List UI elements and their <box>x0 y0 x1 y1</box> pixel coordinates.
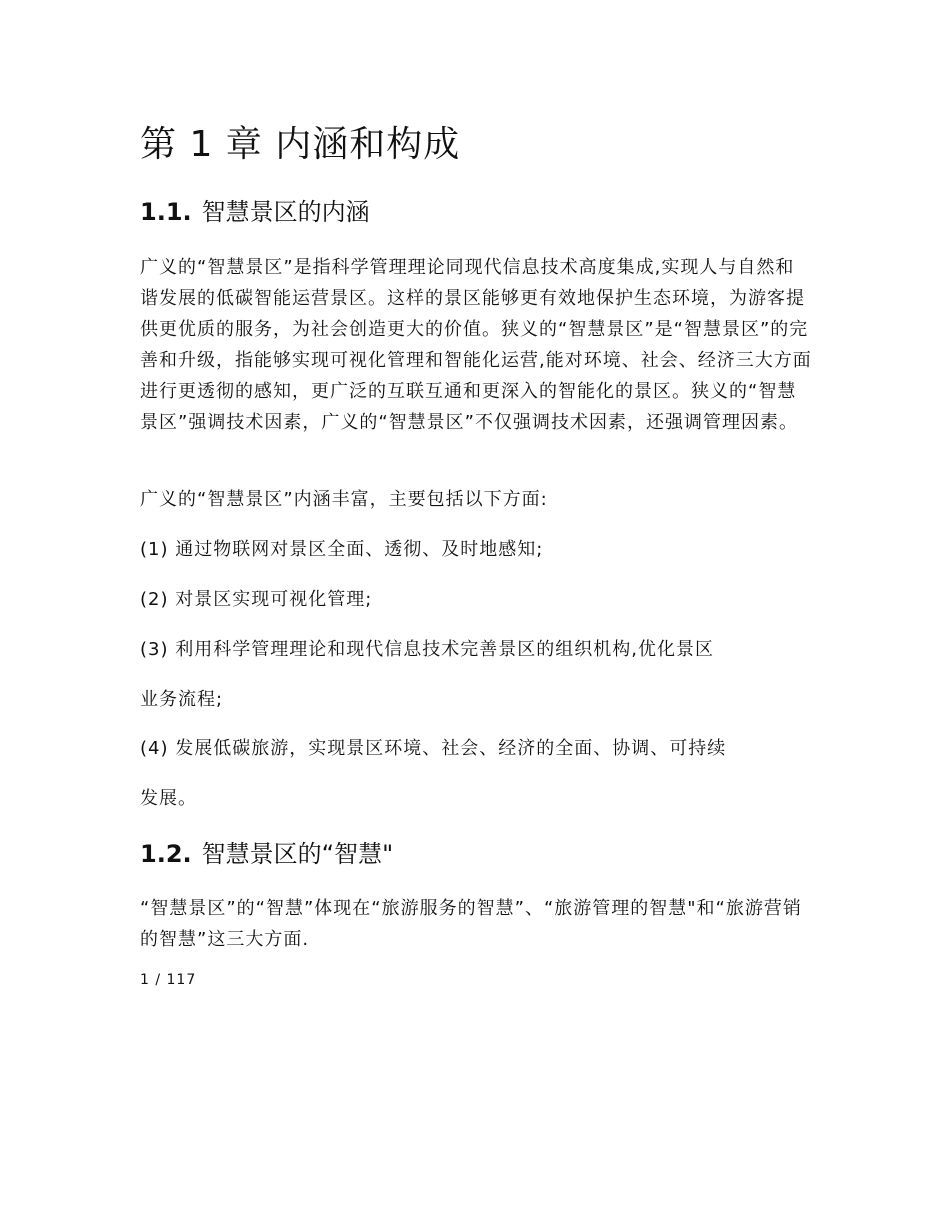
list-item: (2) 对景区实现可视化管理; <box>140 589 373 610</box>
page-number: 1 / 117 <box>140 972 197 988</box>
section-title: 智慧景区的内涵 <box>201 198 370 226</box>
list-item: (1) 通过物联网对景区全面、透彻、及时地感知; <box>140 539 544 560</box>
chapter-title: 第 1 章 内涵和构成 <box>140 124 461 165</box>
section-heading-1-1 <box>140 198 370 227</box>
section-number: 1.2. <box>140 840 192 868</box>
paragraph-intro-list: 广义的“智慧景区”内涵丰富，主要包括以下方面: <box>140 489 548 510</box>
section-number: 1.1. <box>140 198 192 226</box>
paragraph-wisdom: “智慧景区”的“智慧”体现在“旅游服务的智慧”、“旅游管理的智慧"和“旅游营销的智慧”这三大方面. <box>140 898 802 950</box>
list-item-continuation: 发展。 <box>140 788 197 809</box>
section-title: 智慧景区的“智慧" <box>201 840 394 868</box>
list-item: (4) 发展低碳旅游，实现景区环境、社会、经济的全面、协调、可持续 <box>140 738 727 759</box>
section-heading-1-2 <box>140 840 393 869</box>
list-item-continuation: 业务流程; <box>140 689 224 710</box>
paragraph-definition: 广义的“智慧景区”是指科学管理理论同现代信息技术高度集成,实现人与自然和谐发展的低碳智能运营景区。这样的景区能够更有效地保护生态环境，为游客提供更优质的服务，为社会创造更大的价值。狭义的“智慧景区”是“智慧景区”的完善和升级，指能够实现可视化管理和智能化运营,能对环境、社会、经济三大方面进行更透彻的感知，更广泛的互联互通和更深入的智能化的景区。狭义的“智慧景区”强调技术因素，广义的“智慧景区”不仅强调技术因素，还强调管理因素。 <box>140 257 812 433</box>
list-item: (3) 利用科学管理理论和现代信息技术完善景区的组织机构,优化景区 <box>140 639 714 660</box>
